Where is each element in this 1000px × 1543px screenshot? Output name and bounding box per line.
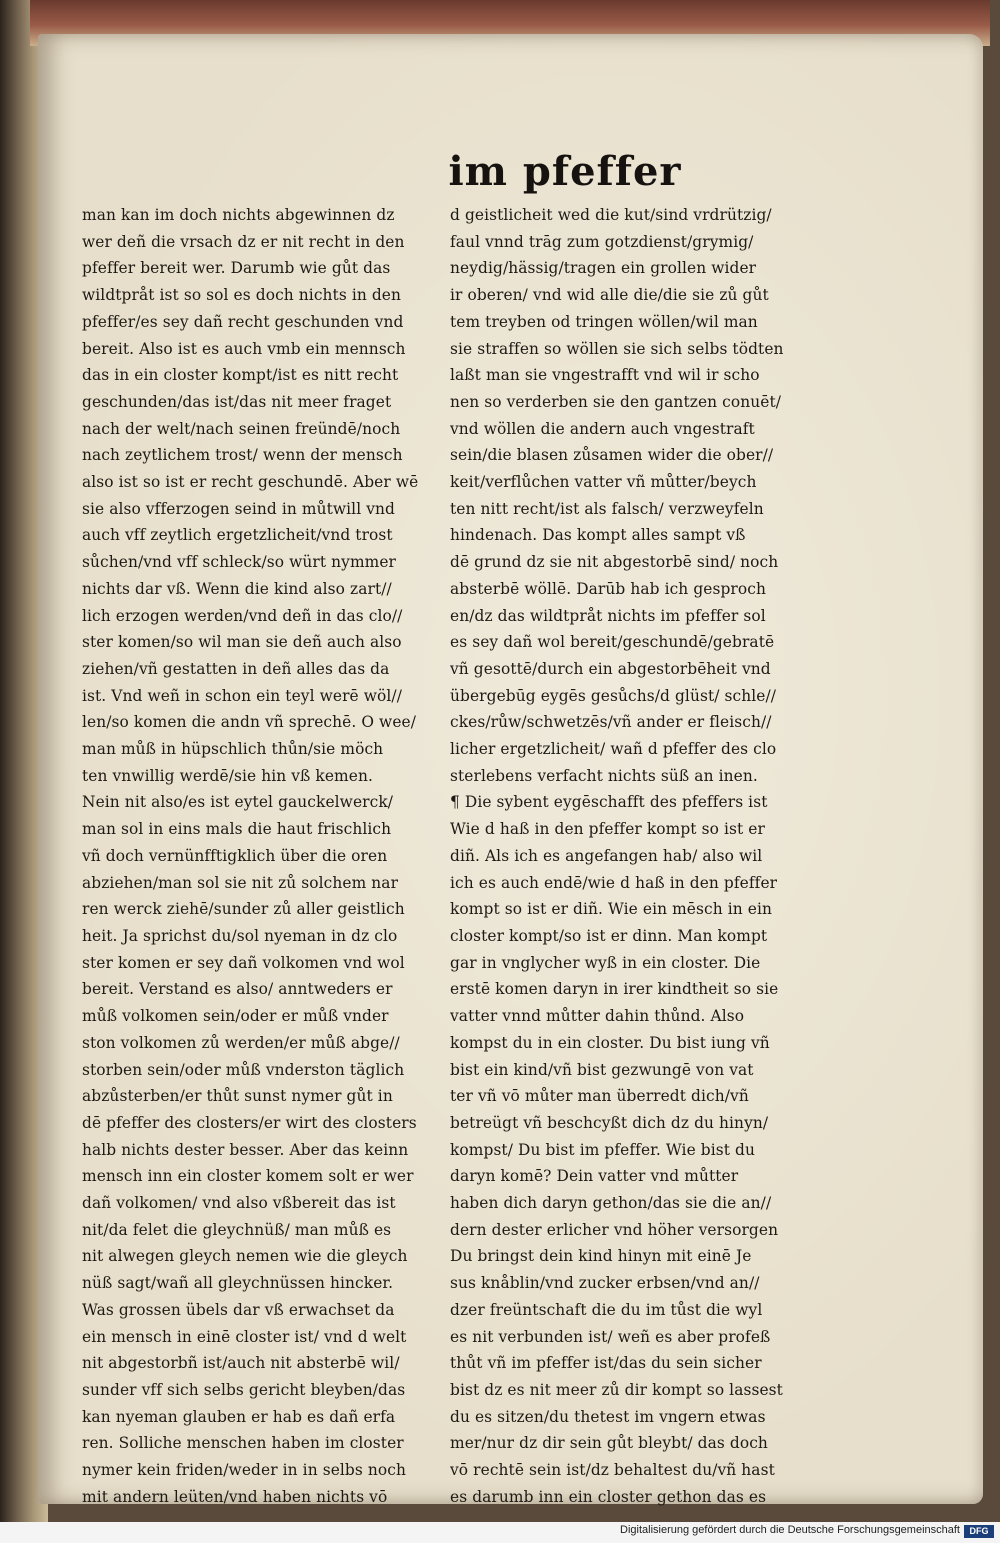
text-line: nüß sagt/wañ all gleychnüssen hincker. <box>82 1274 394 1293</box>
text-line: übergebūg eygēs gesůchs/d glüst/ schle// <box>450 686 777 705</box>
text-line: man kan im doch nichts abgewinnen dz <box>82 206 395 224</box>
text-line: tem treyben od tringen wöllen/wil man <box>450 312 758 331</box>
text-line: abziehen/man sol sie nit zů solchem nar <box>82 873 399 892</box>
text-line: thůt vñ im pfeffer ist/das du sein sicher <box>450 1354 762 1373</box>
text-line: d geistlicheit wed die kut/sind vrdrützig/ <box>450 206 772 224</box>
text-line: ¶ Die sybent eygēschafft des pfeffers ist <box>450 793 768 812</box>
text-line: ten vnwillig werdē/sie hin vß kemen. <box>82 766 373 785</box>
text-line: ir oberen/ vnd wid alle die/die sie zů gůt <box>450 286 769 305</box>
text-line: nach der welt/nach seinen freündē/noch <box>82 419 401 438</box>
text-line: sunder vff sich selbs gericht bleyben/das <box>82 1380 406 1399</box>
text-line: en/dz das wildtpråt nichts im pfeffer sol <box>450 606 766 625</box>
text-line: wer deñ die vrsach dz er nit recht in den <box>82 232 405 251</box>
text-line: nit alwegen gleych nemen wie die gleych <box>82 1247 408 1266</box>
text-line: vatter vnnd můtter dahin thůnd. Also <box>450 1007 745 1026</box>
text-line: es darumb inn ein closter gethon das es <box>450 1487 767 1506</box>
text-line: halb nichts dester besser. Aber das keinn <box>82 1140 409 1159</box>
text-line: man můß in hüpschlich thůn/sie möch <box>82 740 384 759</box>
text-line: kan nyeman glauben er hab es dañ erfa <box>82 1407 396 1426</box>
text-line: ist. Vnd weñ in schon ein teyl werē wöl// <box>82 686 402 705</box>
text-line: pfeffer bereit wer. Darumb wie gůt das <box>82 259 391 278</box>
text-line: hindenach. Das kompt alles sampt vß <box>450 526 746 545</box>
text-line: mit andern leüten/vnd haben nichts vō <box>82 1487 388 1506</box>
text-line: sterlebens verfacht nichts süß an inen. <box>450 766 758 785</box>
text-line: lich erzogen werden/vnd deñ in das clo// <box>82 606 403 625</box>
text-line: licher ergetzlicheit/ wañ d pfeffer des clo <box>450 740 777 759</box>
text-line: absterbē wöllē. Darūb hab ich gesproch <box>450 579 766 598</box>
text-line: mer/nur dz dir sein gůt bleybt/ das doch <box>450 1434 768 1453</box>
text-line: vñ gesottē/durch ein abgestorbēheit vnd <box>450 659 771 678</box>
text-line: mensch inn ein closter komem solt er wer <box>82 1167 414 1186</box>
text-line: Wie d haß in den pfeffer kompt so ist er <box>450 820 765 839</box>
text-line: heit. Ja sprichst du/sol nyeman in dz clo <box>82 926 398 945</box>
text-line: es nit verbunden ist/ weñ es aber profeß <box>450 1327 771 1346</box>
text-line: closter kompt/so ist er dinn. Man kompt <box>450 926 768 945</box>
text-line: sus knåblin/vnd zucker erbsen/vnd an// <box>450 1274 760 1293</box>
text-line: faul vnnd trāg zum gotzdienst/grymig/ <box>450 232 754 251</box>
text-line: kompt so ist er diñ. Wie ein mēsch in ein <box>450 900 772 919</box>
running-title: im pfeffer <box>448 148 682 195</box>
text-line: gar in vnglycher wyß in ein closter. Die <box>450 953 761 972</box>
text-line: ziehen/vñ gestatten in deñ alles das da <box>82 659 390 678</box>
text-line: dzer freüntschaft die du im tůst die wyl <box>450 1300 763 1319</box>
text-line: bereit. Also ist es auch vmb ein mennsch <box>82 339 406 358</box>
text-line: laßt man sie vngestrafft vnd wil ir scho <box>450 366 760 385</box>
text-line: das in ein closter kompt/ist es nitt recht <box>82 366 399 385</box>
text-line: pfeffer/es sey dañ recht geschunden vnd <box>82 312 404 331</box>
text-line: sie also vfferzogen seind in můtwill vnd <box>82 499 395 518</box>
text-line: ckes/růw/schwetzēs/vñ ander er fleisch// <box>450 713 772 732</box>
text-line: nit/da felet die gleychnüß/ man můß es <box>82 1220 392 1239</box>
text-line: vnd wöllen die andern auch vngestraft <box>450 419 755 438</box>
text-line: Was grossen übels dar vß erwachset da <box>82 1300 395 1319</box>
text-line: nymer kein friden/weder in in selbs noch <box>82 1461 406 1480</box>
text-line: dē pfeffer des closters/er wirt des closters <box>82 1113 417 1132</box>
text-line: nichts dar vß. Wenn die kind also zart// <box>82 579 392 598</box>
text-line: betreügt vñ beschcyßt dich dz du hinyn/ <box>450 1113 769 1132</box>
text-line: nach zeytlichem trost/ wenn der mensch <box>82 446 403 465</box>
text-line: du es sitzen/du thetest im vngern etwas <box>450 1407 766 1426</box>
text-line: kompst/ Du bist im pfeffer. Wie bist du <box>450 1140 755 1159</box>
text-line: haben dich daryn gethon/das sie die an// <box>450 1194 772 1213</box>
text-line: dern dester erlicher vnd höher versorgen <box>450 1220 779 1239</box>
text-line: kompst du in ein closter. Du bist iung vñ <box>450 1033 770 1052</box>
text-line: neydig/hässig/tragen ein grollen wider <box>450 259 757 278</box>
text-line: auch vff zeytlich ergetzlicheit/vnd trost <box>82 526 393 545</box>
text-line: storben sein/oder můß vnderston täglich <box>82 1060 405 1079</box>
text-line: also ist so ist er recht geschundē. Aber wē <box>82 473 419 492</box>
text-line: erstē komen daryn in irer kindtheit so sie <box>450 980 779 999</box>
text-line: ich es auch endē/wie d haß in den pfeffer <box>450 873 778 892</box>
dfg-logo: DFG <box>964 1525 994 1538</box>
text-line: wildtpråt ist so sol es doch nichts in den <box>82 286 402 305</box>
text-line: geschunden/das ist/das nit meer fraget <box>82 392 392 411</box>
text-line: bist dz es nit meer zů dir kompt so lassest <box>450 1380 783 1399</box>
text-line: dañ volkomen/ vnd also vßbereit das ist <box>82 1194 396 1213</box>
text-line: abzůsterben/er thůt sunst nymer gůt in <box>82 1087 393 1106</box>
text-line: můß volkomen sein/oder er můß vnder <box>82 1007 389 1026</box>
text-line: vñ doch vernünfftigklich über die oren <box>82 846 388 865</box>
text-line: Nein nit also/es ist eytel gauckelwerck/ <box>82 793 394 812</box>
right-text-column <box>450 202 812 1510</box>
text-line: daryn komē? Dein vatter vnd můtter <box>450 1167 739 1186</box>
text-line: ten nitt recht/ist als falsch/ verzweyfeln <box>450 499 764 518</box>
text-line: ston volkomen zů werden/er můß abge// <box>82 1033 400 1052</box>
text-line: ein mensch in einē closter ist/ vnd d welt <box>82 1327 407 1346</box>
text-line: nit abgestorbñ ist/auch nit absterbē wil/ <box>82 1354 400 1373</box>
text-line: diñ. Als ich es angefangen hab/ also wil <box>450 846 763 865</box>
text-line: ster komen/so wil man sie deñ auch also <box>82 633 402 652</box>
left-text-column <box>82 202 438 1510</box>
text-line: sie straffen so wöllen sie sich selbs tödten <box>450 339 784 358</box>
text-line: ren werck ziehē/sunder zů aller geistlich <box>82 900 405 919</box>
text-line: dē grund dz sie nit abgestorbē sind/ noch <box>450 553 779 572</box>
text-line: bist ein kind/vñ bist gezwungē von vat <box>450 1060 754 1079</box>
text-line: ter vñ vō můter man überredt dich/vñ <box>450 1087 749 1106</box>
text-line: keit/verflůchen vatter vñ můtter/beych <box>450 473 757 492</box>
text-line: sůchen/vnd vff schleck/so würt nymmer <box>82 553 397 572</box>
text-line: man sol in eins mals die haut frischlich <box>82 820 392 839</box>
text-line: Du bringst dein kind hinyn mit einē Je <box>450 1247 752 1266</box>
text-line: es sey dañ wol bereit/geschundē/gebratē <box>450 633 775 652</box>
text-line: len/so komen die andn vñ sprechē. O wee/ <box>82 713 417 732</box>
text-line: sein/die blasen zůsamen wider die ober// <box>450 446 774 465</box>
text-line: ster komen er sey dañ volkomen vnd wol <box>82 953 405 972</box>
text-line: vō rechtē sein ist/dz behaltest du/vñ hast <box>450 1461 775 1480</box>
text-line: bereit. Verstand es also/ anntweders er <box>82 980 393 999</box>
funding-credit: Digitalisierung gefördert durch die Deutsche Forschungsgemeinschaft <box>620 1524 960 1536</box>
text-line: ren. Solliche menschen haben im closter <box>82 1434 404 1453</box>
text-line: nen so verderben sie den gantzen conuēt/ <box>450 392 782 411</box>
